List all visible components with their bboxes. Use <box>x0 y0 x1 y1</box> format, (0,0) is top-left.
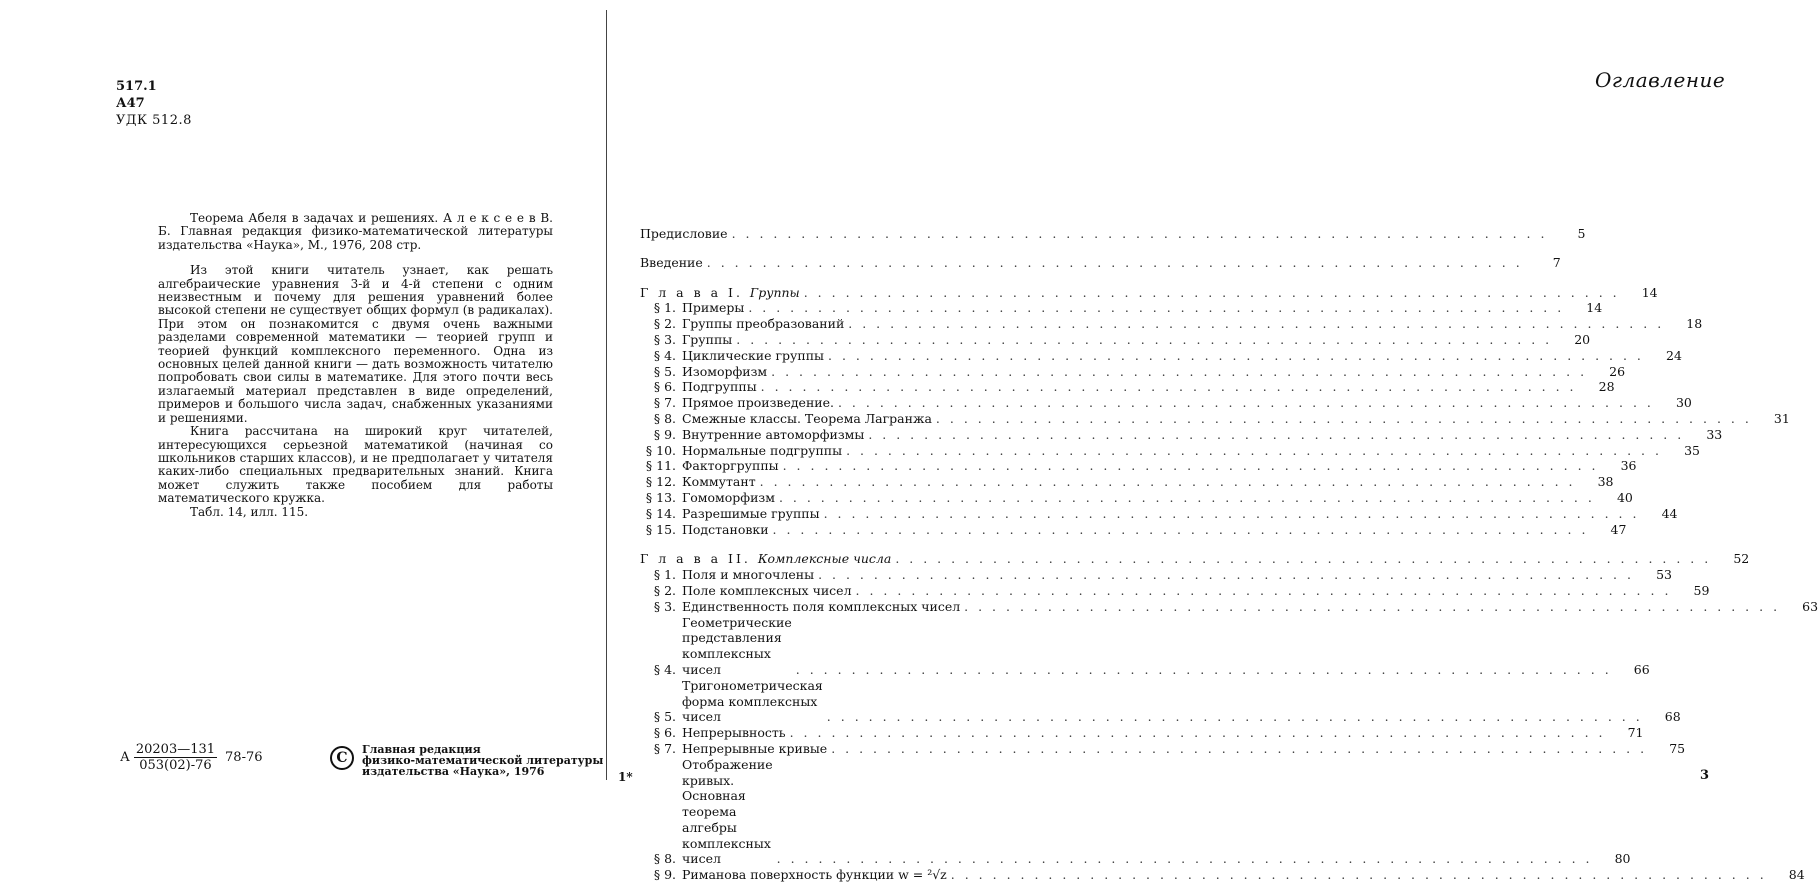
toc-leader-dots <box>703 255 1527 271</box>
toc-page-number: 40 <box>1616 489 1633 505</box>
toc-page-number: 14 <box>1641 284 1658 300</box>
toc-page-number: 36 <box>1620 458 1637 474</box>
toc-entry <box>640 254 1561 271</box>
toc-section-number: § 8. <box>653 410 676 426</box>
classification-line: 517.1 <box>116 79 157 94</box>
toc-leader-dots <box>814 567 1638 583</box>
toc-leader-dots <box>823 709 1647 725</box>
toc-page-number: 20 <box>1574 331 1591 347</box>
toc-entry <box>640 379 1615 395</box>
toc-title: Геометрические представления комплексных чисел <box>682 614 792 677</box>
copyright-icon: C <box>330 746 354 770</box>
toc-section-number: § 14. <box>645 505 676 521</box>
toc-section-number: § 2. <box>653 582 676 598</box>
toc-title: Непрерывность <box>682 725 786 741</box>
toc-title: Непрерывные кривые <box>682 740 828 756</box>
toc-page-number: 53 <box>1656 567 1672 583</box>
code-fraction <box>134 742 217 773</box>
toc-entry <box>640 677 1681 725</box>
toc-leader-dots <box>960 599 1784 615</box>
toc-leader-dots <box>932 411 1756 427</box>
toc-entry <box>640 505 1678 522</box>
toc-title: Введение <box>640 254 703 270</box>
chapter-label: Г л а в а I. <box>640 284 750 300</box>
toc-page-number: 44 <box>1661 505 1678 521</box>
toc-page-number: 5 <box>1577 226 1586 241</box>
toc-entry <box>640 442 1700 459</box>
toc-page-number: 68 <box>1664 709 1681 725</box>
classification-codes <box>116 78 192 129</box>
toc-page-number: 35 <box>1684 442 1700 458</box>
toc-section-number: § 2. <box>653 316 676 332</box>
toc-entry <box>640 363 1626 380</box>
toc-title: Поле комплексных чисел <box>682 582 852 598</box>
toc-entry <box>640 458 1637 474</box>
toc-entry <box>640 582 1710 599</box>
toc-leader-dots <box>756 474 1580 490</box>
toc-leader-dots <box>732 332 1556 348</box>
toc-title: Коммутант <box>682 474 756 490</box>
toc-title <box>640 285 800 301</box>
toc-leader-dots <box>773 851 1597 867</box>
toc-title: Циклические группы <box>682 347 825 363</box>
toc-title: Смежные классы. Теорема Лагранжа <box>682 410 932 426</box>
toc-leader-dots <box>891 551 1715 567</box>
toc-entry <box>640 426 1723 443</box>
toc-page-number: 31 <box>1773 410 1790 426</box>
toc-title: Гомоморфизм <box>682 489 775 505</box>
toc-title: Группы преобразований <box>682 316 845 332</box>
printer-signature: 1* <box>618 770 633 784</box>
toc-leader-dots <box>844 316 1668 332</box>
toc-page-number: 24 <box>1666 347 1682 363</box>
toc-section-number: § 9. <box>653 867 676 883</box>
toc-entry <box>640 756 1631 868</box>
toc-page-number: 38 <box>1597 474 1614 490</box>
toc-leader-dots <box>775 490 1599 506</box>
toc-title: Подгруппы <box>682 379 757 395</box>
annotation-block <box>158 212 553 519</box>
toc-entry <box>640 395 1692 411</box>
toc-entry <box>640 867 1805 883</box>
toc-section-number: § 5. <box>653 709 676 725</box>
toc-section-number: § 6. <box>653 725 676 741</box>
bibliographic-reference: Теорема Абеля в задачах и решениях. А л е к с е е в В. Б. Главная редакция физико-математической литературы издательства «Наука», М., 1976, 208 стр. <box>158 211 553 252</box>
toc-leader-dots <box>779 458 1603 474</box>
toc-section-number: § 8. <box>653 851 676 867</box>
udc-code: УДК 512.8 <box>116 113 192 128</box>
copyright-line: физико-математической литературы <box>362 754 604 767</box>
toc-title: Отображение кривых. Основная теорема алгебры комплексных чисел <box>682 756 773 867</box>
toc-entry <box>640 567 1672 583</box>
toc-leader-dots <box>947 867 1771 883</box>
chapter-label: Г л а в а II. <box>640 551 758 567</box>
toc-leader-dots <box>820 506 1644 522</box>
toc-leader-dots <box>834 395 1658 411</box>
toc-leader-dots <box>757 379 1581 395</box>
toc-entry <box>640 521 1627 538</box>
page-gutter <box>606 10 607 780</box>
toc-entry <box>640 598 1818 615</box>
left-page <box>0 0 633 848</box>
publication-code <box>120 742 263 773</box>
toc-page-number: 59 <box>1693 582 1710 598</box>
toc-section-number: § 13. <box>645 489 676 505</box>
toc-page-number: 33 <box>1706 426 1723 442</box>
toc-title: Поля и многочлены <box>682 567 815 583</box>
toc-title: Внутренние автоморфизмы <box>682 426 865 442</box>
code-numerator: 20203—131 <box>135 742 216 757</box>
toc-section-number: § 7. <box>653 395 676 411</box>
copyright-text <box>362 744 603 777</box>
toc-page-number: 52 <box>1733 551 1750 567</box>
toc-section-number: § 6. <box>653 379 676 395</box>
toc-title: Прямое произведение. <box>682 395 834 411</box>
toc-entry <box>640 474 1614 490</box>
toc-leader-dots <box>800 285 1624 301</box>
chapter-title: Комплексные числа <box>757 551 892 567</box>
toc-section-number: § 3. <box>653 331 676 347</box>
toc-leader-dots <box>769 522 1593 538</box>
toc-page-number: 14 <box>1586 300 1603 316</box>
toc-title: Тригонометрическая форма комплексных чисел <box>682 677 823 725</box>
toc-entry <box>640 725 1644 741</box>
toc-entry <box>640 740 1686 757</box>
toc-section-number: § 15. <box>645 521 676 537</box>
toc-entry <box>640 410 1790 427</box>
toc-title: Подстановки <box>682 521 769 537</box>
toc-entry <box>640 316 1703 332</box>
annotation-paragraph: Табл. 14, илл. 115. <box>190 504 309 519</box>
toc-entry <box>640 226 1586 242</box>
toc-title: Разрешимые группы <box>682 505 820 521</box>
code-denominator: 053(02)-76 <box>139 758 212 773</box>
toc-section-number: § 4. <box>653 347 676 363</box>
copyright-notice <box>330 744 603 777</box>
toc-page-number: 63 <box>1802 598 1818 614</box>
toc-section-number: § 4. <box>653 661 676 677</box>
toc-page-number: 80 <box>1614 851 1631 867</box>
toc-title: Нормальные подгруппы <box>682 442 843 458</box>
annotation-paragraph: Из этой книги читатель узнает, как решать алгебраические уравнения 3-й и 4-й степени с одним неизвестным и почему для решения уравнений более высокой степени не существует общих формул (в радикалах). При этом он познакомится с двумя очень важными разделами современной математики — теорией групп и теорией функций комплексного переменного. Одна из основных целей данной книги — дать возможность читателю попробовать свои силы в математике. Для этого почти весь излагаемый материал представлен в виде определений, примеров и большого числа задач, снабженных указаниями и решениями. <box>158 263 553 425</box>
code-prefix: А <box>120 750 130 765</box>
table-of-contents <box>640 226 1818 883</box>
toc-page-number: 84 <box>1788 867 1805 883</box>
toc-leader-dots <box>744 300 1568 316</box>
toc-title: Группы <box>682 331 733 347</box>
toc-entry <box>640 489 1633 506</box>
toc-section-number: § 3. <box>653 598 676 614</box>
copyright-line: издательства «Наука», 1976 <box>362 765 545 778</box>
toc-leader-dots <box>728 226 1552 242</box>
code-suffix: 78-76 <box>225 750 263 765</box>
toc-leader-dots <box>767 364 1591 380</box>
toc-page-number: 7 <box>1552 254 1561 270</box>
toc-title: Факторгруппы <box>682 458 779 474</box>
toc-leader-dots <box>824 348 1648 364</box>
toc-page-number: 18 <box>1686 316 1703 332</box>
toc-section-number: § 7. <box>653 740 676 756</box>
toc-title: Предисловие <box>640 226 728 241</box>
annotation-paragraph: Книга рассчитана на широкий круг читателей, интересующихся серьезной математикой (начиная со школьников старших классов), и не предполагает у читателя каких-либо специальных предварительных знаний. Книга может служить также пособием для работы математического кружка. <box>158 424 553 506</box>
toc-leader-dots <box>852 583 1676 599</box>
toc-page-number: 71 <box>1627 725 1644 741</box>
toc-section-number: § 10. <box>645 442 676 458</box>
toc-page-number: 28 <box>1598 379 1615 395</box>
toc-leader-dots <box>792 662 1616 678</box>
toc-section-number: § 12. <box>645 474 676 490</box>
copyright-line: Главная редакция <box>362 743 481 756</box>
page-title: Оглавление <box>1595 68 1726 92</box>
toc-section-number: § 5. <box>653 363 676 379</box>
toc-section-number: § 9. <box>653 426 676 442</box>
toc-entry <box>640 331 1591 348</box>
toc-page-number: 30 <box>1675 395 1692 411</box>
toc-chapter-entry <box>640 551 1750 567</box>
toc-entry <box>640 347 1682 364</box>
toc-title: Единственность поля комплексных чисел <box>682 598 961 614</box>
toc-title: Изоморфизм <box>682 363 768 379</box>
toc-section-number: § 1. <box>653 567 676 583</box>
page-number: 3 <box>1700 768 1710 783</box>
toc-title: Риманова поверхность функции w = ²√z <box>682 867 947 883</box>
toc-title <box>640 551 891 567</box>
toc-title: Примеры <box>682 300 745 316</box>
chapter-title: Группы <box>749 284 800 300</box>
toc-page-number: 26 <box>1609 363 1626 379</box>
toc-page-number: 75 <box>1669 740 1686 756</box>
toc-chapter-entry <box>640 284 1658 301</box>
toc-section-number: § 11. <box>645 458 676 474</box>
toc-leader-dots <box>786 725 1610 741</box>
classification-line: А47 <box>116 96 145 111</box>
toc-leader-dots <box>842 443 1666 459</box>
toc-leader-dots <box>864 427 1688 443</box>
toc-page-number: 66 <box>1633 661 1650 677</box>
toc-entry <box>640 614 1650 678</box>
toc-section-number: § 1. <box>653 300 676 316</box>
toc-page-number: 47 <box>1610 521 1627 537</box>
toc-entry <box>640 300 1603 316</box>
toc-leader-dots <box>827 741 1651 757</box>
